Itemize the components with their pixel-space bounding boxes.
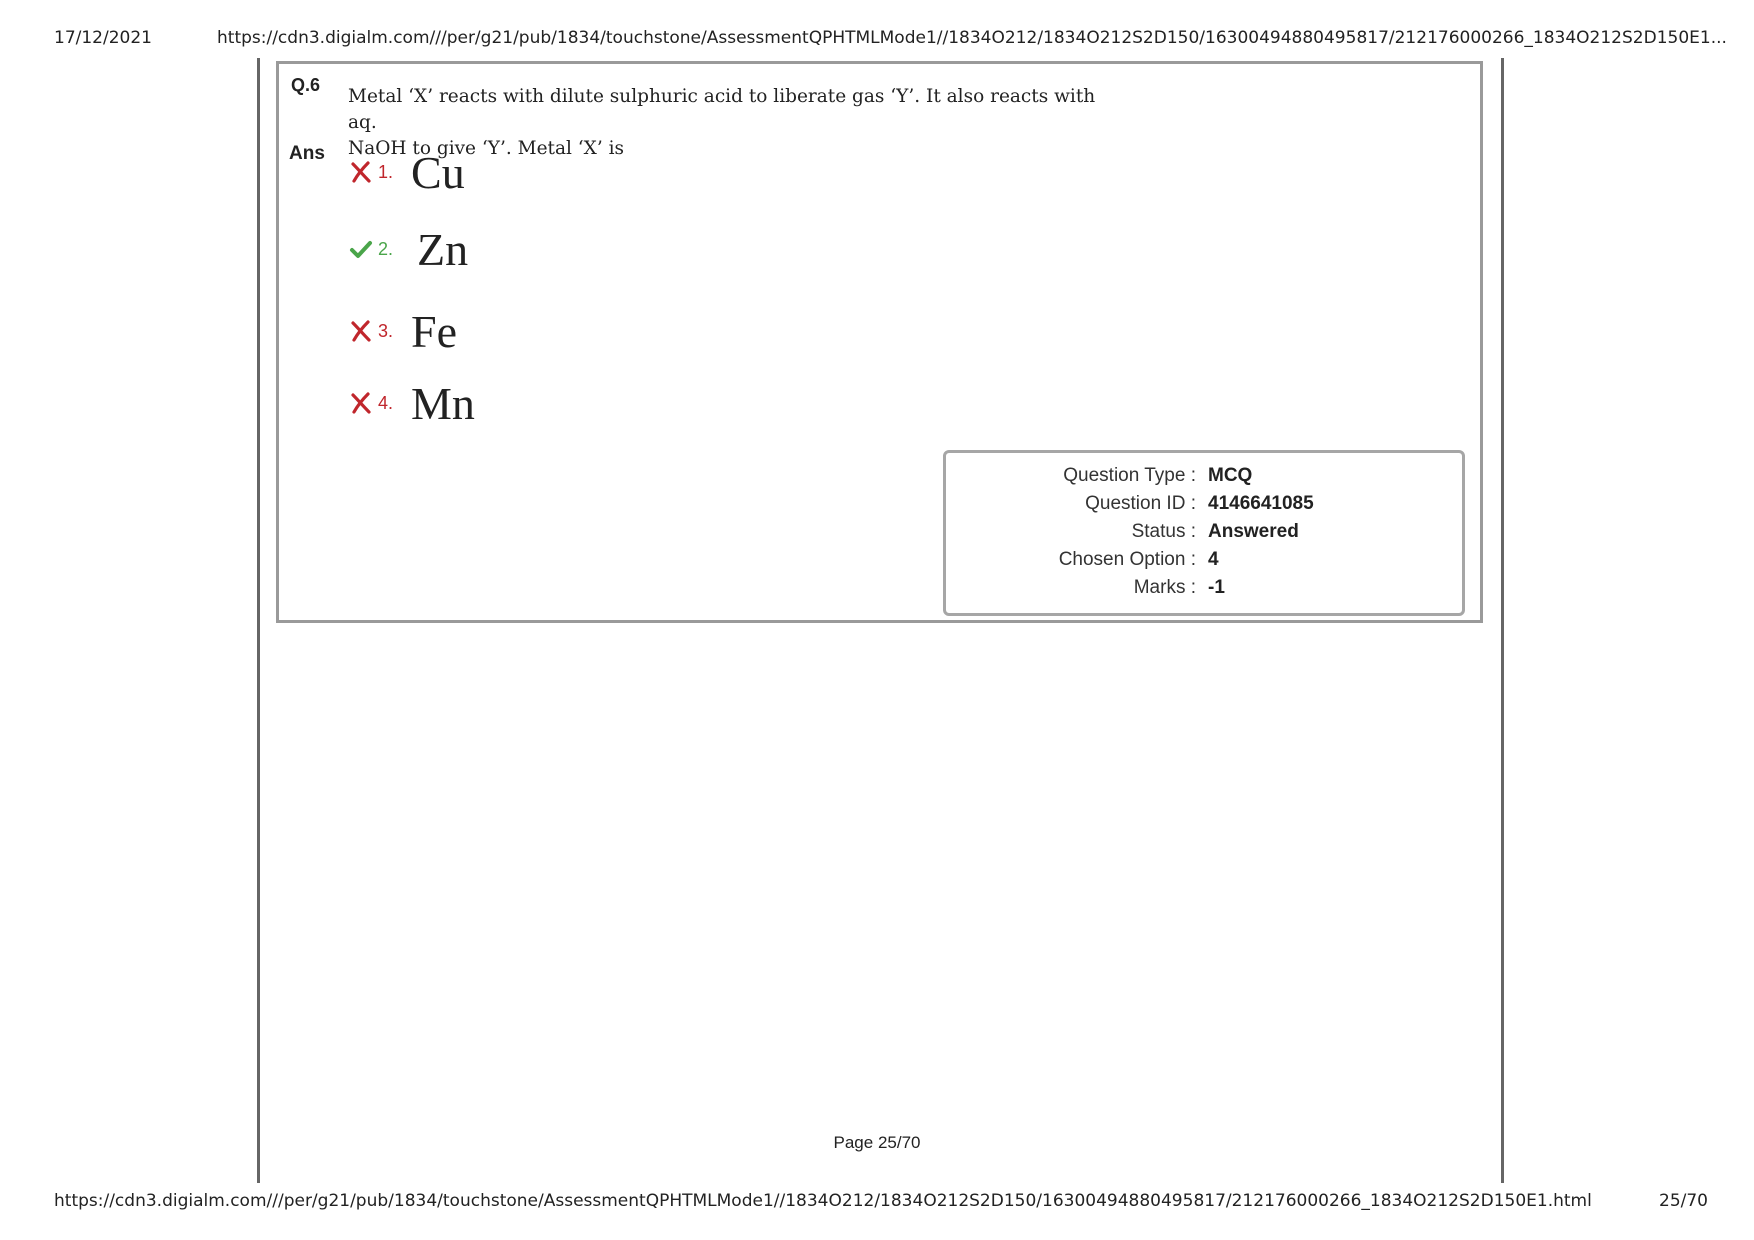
info-status-label: Status : bbox=[1131, 521, 1196, 542]
option-1 bbox=[349, 147, 465, 197]
info-row-type bbox=[946, 465, 1462, 491]
option-3 bbox=[349, 306, 457, 356]
question-text-line-2: NaOH to give ‘Y’. Metal ‘X’ is bbox=[348, 138, 625, 159]
question-text-line-1: Metal ‘X’ reacts with dilute sulphuric acid to liberate gas ‘Y’. It also reacts with aq. bbox=[348, 86, 1096, 133]
question-number: Q.6 bbox=[291, 75, 321, 95]
option-1-number: 1. bbox=[378, 161, 394, 182]
info-id-value: 4146641085 bbox=[1208, 493, 1314, 514]
check-icon bbox=[349, 237, 373, 261]
left-border bbox=[257, 58, 260, 1183]
info-type-label: Question Type : bbox=[1063, 465, 1196, 486]
info-chosen-value: 4 bbox=[1208, 549, 1219, 570]
option-3-value: Fe bbox=[411, 305, 458, 357]
info-id-label: Question ID : bbox=[1085, 493, 1196, 514]
info-row-status bbox=[946, 521, 1462, 547]
option-1-value: Cu bbox=[411, 146, 465, 198]
option-3-number: 3. bbox=[378, 320, 394, 341]
right-border bbox=[1501, 58, 1504, 1183]
footer-url[interactable]: https://cdn3.digialm.com///per/g21/pub/1834/touchstone/AssessmentQPHTMLMode1//1834O212/1834O212S2D150/16300494880495817/212176000266_1834O212S2D150E1.html bbox=[54, 1191, 1592, 1211]
answer-label: Ans bbox=[289, 143, 325, 164]
cross-icon bbox=[349, 391, 373, 415]
option-4 bbox=[349, 378, 475, 428]
page-number-label: Page 25/70 bbox=[833, 1133, 921, 1152]
info-row-marks bbox=[946, 577, 1462, 603]
cross-icon bbox=[349, 160, 373, 184]
info-row-id bbox=[946, 493, 1462, 519]
option-2 bbox=[349, 224, 468, 274]
info-marks-label: Marks : bbox=[1133, 577, 1196, 598]
footer-page: 25/70 bbox=[1659, 1191, 1708, 1211]
info-type-value: MCQ bbox=[1208, 465, 1253, 486]
option-4-number: 4. bbox=[378, 392, 394, 413]
info-chosen-label: Chosen Option : bbox=[1058, 549, 1196, 570]
header-url: https://cdn3.digialm.com///per/g21/pub/1834/touchstone/AssessmentQPHTMLMode1//1834O212/1834O212S2D150/16300494880495817/212176000266_1834O212S2D150E1... bbox=[217, 28, 1727, 48]
option-4-value: Mn bbox=[411, 377, 475, 429]
question-info-box bbox=[943, 450, 1465, 616]
option-2-number: 2. bbox=[378, 238, 394, 259]
option-2-value: Zn bbox=[417, 223, 469, 275]
info-status-value: Answered bbox=[1208, 521, 1299, 542]
header-date: 17/12/2021 bbox=[54, 28, 152, 48]
info-marks-value: -1 bbox=[1208, 577, 1225, 598]
cross-icon bbox=[349, 319, 373, 343]
info-row-chosen bbox=[946, 549, 1462, 575]
